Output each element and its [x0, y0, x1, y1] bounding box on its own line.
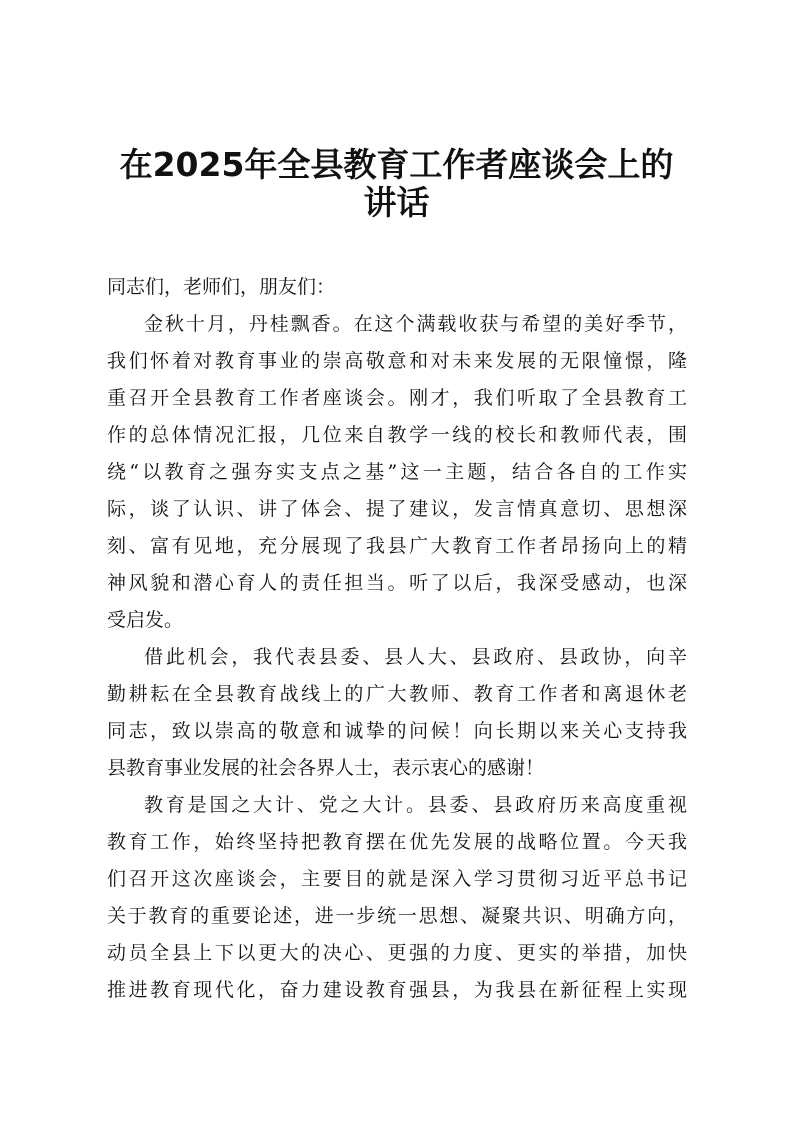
text-line: 们召开这次座谈会，主要目的就是深入学习贯彻习近平总书记 [107, 868, 687, 890]
text-line: 教育工作，始终坚持把教育摆在优先发展的战略位置。今天我 [107, 831, 687, 853]
text-line: 县教育事业发展的社会各界人士，表示衷心的感谢！ [107, 757, 545, 779]
title-line-1: 在2025年全县教育工作者座谈会上的 [119, 145, 674, 184]
paragraph [107, 639, 687, 787]
paragraph [107, 787, 687, 1009]
text-line: 金秋十月，丹桂飘香。在这个满载收获与希望的美好季节， [144, 313, 687, 335]
text-line: 作的总体情况汇报，几位来自教学一线的校长和教师代表，围 [107, 424, 687, 446]
text-line: 神风貌和潜心育人的责任担当。听了以后，我深受感动，也深 [107, 572, 687, 594]
text-line: 借此机会，我代表县委、县人大、县政府、县政协，向辛 [144, 646, 687, 668]
text-line: 我们怀着对教育事业的崇高敬意和对未来发展的无限憧憬，隆 [107, 350, 687, 372]
title-line-2: 讲话 [363, 183, 430, 222]
document-title [60, 146, 733, 222]
text-line: 推进教育现代化，奋力建设教育强县，为我县在新征程上实现 [107, 979, 687, 1001]
document-body [107, 269, 687, 1009]
text-line: 受启发。 [107, 609, 184, 631]
paragraph [107, 306, 687, 639]
text-line: 教育是国之大计、党之大计。县委、县政府历来高度重视 [144, 794, 687, 816]
text-line: 重召开全县教育工作者座谈会。刚才，我们听取了全县教育工 [107, 387, 687, 409]
text-line: 同志们，老师们，朋友们： [107, 276, 336, 298]
text-line: 际，谈了认识、讲了体会、提了建议，发言情真意切、思想深 [107, 498, 687, 520]
text-line: 动员全县上下以更大的决心、更强的力度、更实的举措，加快 [107, 942, 687, 964]
text-line: 绕“以教育之强夯实支点之基”这一主题，结合各自的工作实 [107, 461, 687, 483]
text-line: 勤耕耘在全县教育战线上的广大教师、教育工作者和离退休老 [107, 683, 687, 705]
paragraph [107, 269, 687, 306]
text-line: 同志，致以崇高的敬意和诚挚的问候！向长期以来关心支持我 [107, 720, 687, 742]
text-line: 关于教育的重要论述，进一步统一思想、凝聚共识、明确方向， [107, 905, 687, 927]
text-line: 刻、富有见地，充分展现了我县广大教育工作者昂扬向上的精 [107, 535, 687, 557]
